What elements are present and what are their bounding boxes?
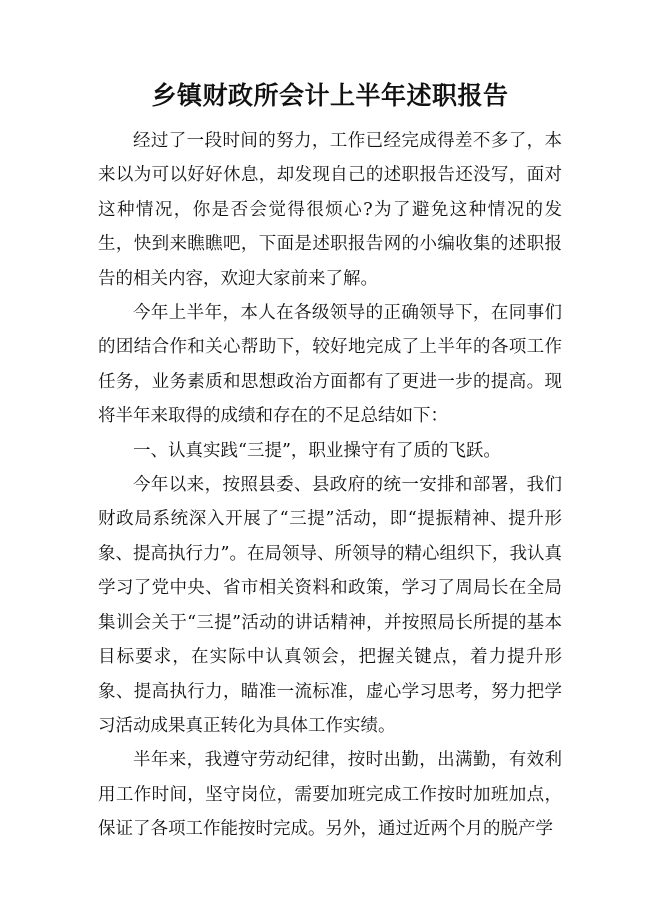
paragraph-intro: 经过了一段时间的努力，工作已经完成得差不多了，本来以为可以好好休息，却发现自己的述职报告还没写，面对这种情况，你是否会觉得很烦心?为了避免这种情况的发生，快到来瞧瞧吧，下面是述职报告网的小编收集的述职报告的相关内容，欢迎大家前来了解。 — [98, 131, 562, 289]
paragraph-three-ti-activity: 今年以来，按照县委、县政府的统一安排和部署，我们财政局系统深入开展了“三提”活动，即“提振精神、提升形象、提高执行力”。在局领导、所领导的精心组织下，我认真学习了党中央、省市相关资料和政策，学习了周局长在全局集训会关于“三提”活动的讲话精神，并按照局长所提的基本目标要求，在实际中认真领会，把握关键点，着力提升形象、提高执行力，瞄准一流标准，虚心学习思考，努力把学习活动成果真正转化为具体工作实绩。 — [98, 475, 562, 736]
document-title: 乡镇财政所会计上半年述职报告 — [151, 81, 509, 110]
paragraph-discipline: 半年来，我遵守劳动纪律，按时出勤，出满勤，有效利用工作时间，坚守岗位，需要加班完成工作按时加班加点，保证了各项工作能按时完成。另外，通过近两个月的脱产学 — [98, 750, 562, 840]
paragraph-summary: 今年上半年，本人在各级领导的正确领导下，在同事们的团结合作和关心帮助下，较好地完成了上半年的各项工作任务，业务素质和思想政治方面都有了更进一步的提高。现将半年来取得的成绩和存在的不足总结如下： — [98, 303, 562, 427]
section-heading-one: 一、认真实践“三提”，职业操守有了质的飞跃。 — [133, 440, 501, 461]
